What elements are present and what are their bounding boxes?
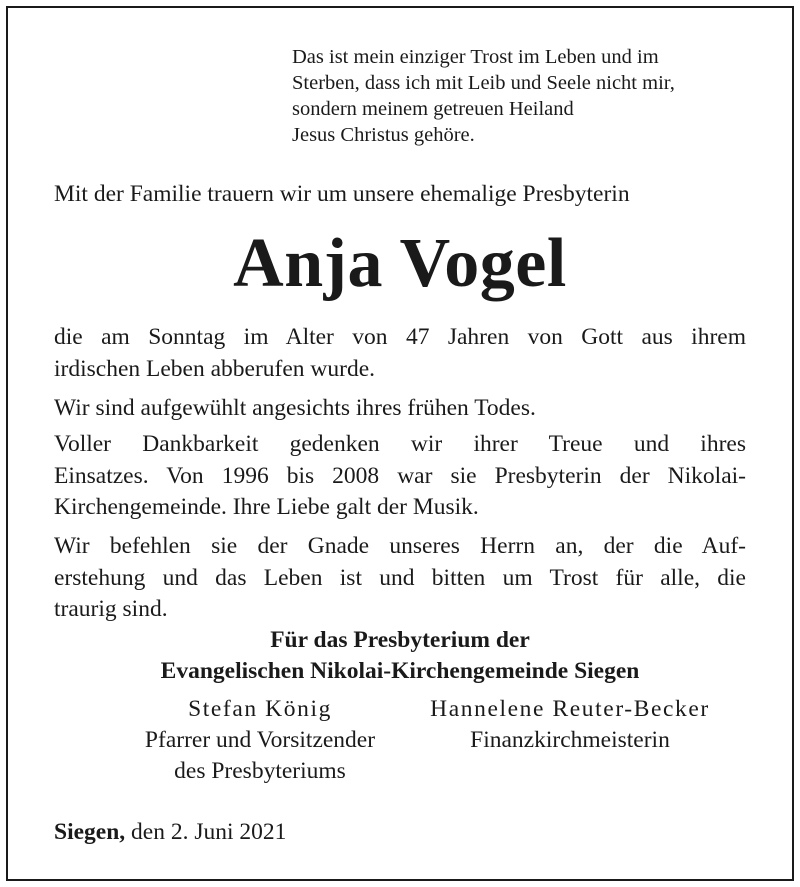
signatory-role: Pfarrer und Vorsitzender <box>144 727 376 753</box>
quote-line: sondern meinem getreuen Heiland <box>292 98 574 120</box>
place-date-line <box>54 817 286 847</box>
place: Siegen, <box>54 819 126 845</box>
signatory-name: Stefan König <box>188 696 332 722</box>
quote-line: Das ist mein einziger Trost im Leben und im <box>292 46 659 68</box>
deceased-name: Anja Vogel <box>233 225 567 302</box>
paragraph-line: Einsatzes. Von 1996 bis 2008 war sie Presbyterin der Nikolai- <box>54 462 746 489</box>
paragraph-line: Wir sind aufgewühlt angesichts ihres frühen Todes. <box>54 395 536 421</box>
paragraph-line: Wir befehlen sie der Gnade unseres Herrn an, der die Auf- <box>54 533 746 559</box>
paragraph-line: Kirchengemeinde. Ihre Liebe galt der Musik. <box>54 494 479 520</box>
quote-line: Sterben, dass ich mit Leib und Seele nicht mir, <box>292 72 675 94</box>
paragraph-line: irdischen Leben abberufen wurde. <box>54 355 376 382</box>
organization-line-1: Für das Presbyterium der <box>270 627 530 653</box>
paragraph-line: erstehung und das Leben ist und bitten um Trost für alle, die <box>54 564 746 591</box>
paragraph-grief <box>54 393 746 425</box>
paragraph-line: die am Sonntag im Alter von 47 Jahren von Gott aus ihrem <box>54 324 746 350</box>
signatory-name: Hannelene Reuter-Becker <box>430 696 710 722</box>
organization-line-2: Evangelischen Nikolai-Kirchengemeinde Siegen <box>160 658 640 684</box>
paragraph-line: Voller Dankbarkeit gedenken wir ihrer Treue und ihres <box>54 431 746 457</box>
paragraph-age <box>54 322 746 385</box>
intro-line: Mit der Familie trauern wir um unsere ehemalige Presbyterin <box>54 181 630 207</box>
paragraph-gratitude <box>54 429 746 524</box>
signatory-right <box>400 694 740 756</box>
paragraph-commendation <box>54 531 746 626</box>
bible-quote <box>292 44 762 148</box>
date: den 2. Juni 2021 <box>131 819 287 845</box>
quote-line: Jesus Christus gehöre. <box>292 124 475 146</box>
signatory-role: Finanzkirchmeisterin <box>470 727 670 753</box>
signatory-role: des Presbyteriums <box>174 758 346 784</box>
signatory-left <box>90 694 430 787</box>
paragraph-line: traurig sind. <box>54 596 168 622</box>
